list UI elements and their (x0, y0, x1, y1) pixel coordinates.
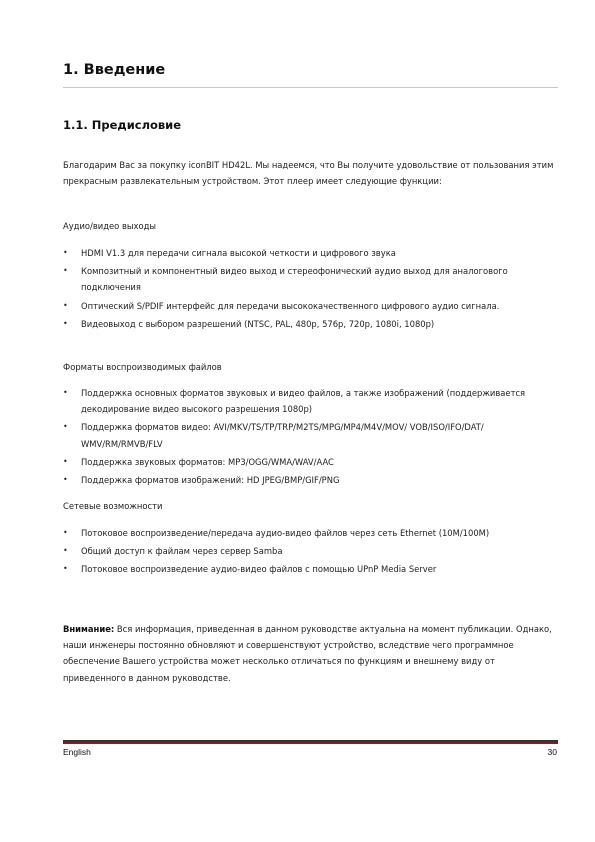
formats-list (63, 385, 558, 490)
note-text: Вся информация, приведенная в данном руководстве актуальна на момент публикации. Однако, наши инженеры постоянно обновляют и совершенствуют устройство, вследствие чего программное обеспечение Вашего устройства может несколько отличаться по функциям и внешнему виду от приведенного в данном руководстве. (63, 624, 552, 683)
bullet-icon: • (63, 422, 68, 432)
list-item-text: Потоковое воспроизведение аудио-видео файлов с помощью UPnP Media Server (81, 564, 437, 575)
subsection-heading: 1.1. Предисловие (63, 118, 182, 132)
list-item-text: Оптический S/PDIF интерфейс для передачи высококачественного цифрового аудио сигнала. (81, 300, 500, 311)
audio-video-title: Аудио/видео выходы (63, 221, 157, 231)
formats-title: Форматы воспроизводимых файлов (63, 362, 222, 372)
list-item (63, 245, 558, 261)
list-item-text: Общий доступ к файлам через сервер Samba (81, 546, 283, 557)
section-heading: 1. Введение (63, 62, 166, 78)
heading-divider (63, 87, 558, 88)
intro-paragraph: Благодарим Вас за покупку iconBIT HD42L. Мы надеемся, что Вы получите удовольствие от пользования этим прекрасным развлекательным устройством. Этот плеер имеет следующие функции: (63, 160, 554, 187)
list-item (63, 419, 558, 451)
list-item-text: Потоковое воспроизведение/передача аудио-видео файлов через сеть Ethernet (10M/100M) (81, 528, 490, 538)
list-item (63, 454, 558, 470)
bullet-icon: • (63, 248, 68, 257)
network-list (63, 525, 558, 580)
bullet-icon: • (63, 528, 68, 537)
list-item (63, 525, 558, 541)
bullet-icon: • (63, 388, 68, 397)
bullet-icon: • (63, 318, 68, 328)
bullet-icon: • (63, 564, 68, 574)
footer-divider-accent (63, 742, 558, 744)
footer-page-number: 30 (547, 747, 557, 757)
list-item-text: Поддержка форматов видео: AVI/MKV/TS/TP/TRP/M2TS/MPG/MP4/M4V/MOV/ VOB/ISO/IFO/DAT/ WMV/RM/RMVB/FLV (81, 422, 484, 449)
list-item (63, 385, 558, 417)
list-item-text: Поддержка звуковых форматов: MP3/OGG/WMA/WAV/AAC (81, 456, 334, 467)
list-item-text: HDMI V1.3 для передачи сигнала высокой четкости и цифрового звука (81, 248, 396, 258)
bullet-icon: • (63, 456, 68, 466)
list-item (63, 316, 558, 332)
list-item (63, 263, 558, 295)
bullet-icon: • (63, 266, 68, 276)
footer-language: English (63, 747, 91, 757)
note-label: Внимание: (63, 624, 115, 634)
list-item (63, 472, 558, 488)
list-item-text: Поддержка основных форматов звуковых и видео файлов, а также изображений (поддерживается декодирование видео высокого разрешения 1080p) (81, 388, 526, 415)
list-item (63, 561, 558, 577)
audio-video-list (63, 245, 558, 334)
network-title: Сетевые возможности (63, 501, 163, 511)
bullet-icon: • (63, 546, 68, 556)
bullet-icon: • (63, 300, 68, 310)
note-paragraph (63, 621, 558, 686)
list-item (63, 543, 558, 559)
bullet-icon: • (63, 475, 68, 485)
list-item-text: Композитный и компонентный видео выход и стереофонический аудио выход для аналогового подключения (81, 266, 508, 293)
list-item-text: Поддержка форматов изображений: HD JPEG/BMP/GIF/PNG (81, 475, 340, 486)
list-item-text: Видеовыход с выбором разрешений (NTSC, PAL, 480p, 576p, 720p, 1080i, 1080p) (81, 318, 435, 329)
list-item (63, 298, 558, 314)
